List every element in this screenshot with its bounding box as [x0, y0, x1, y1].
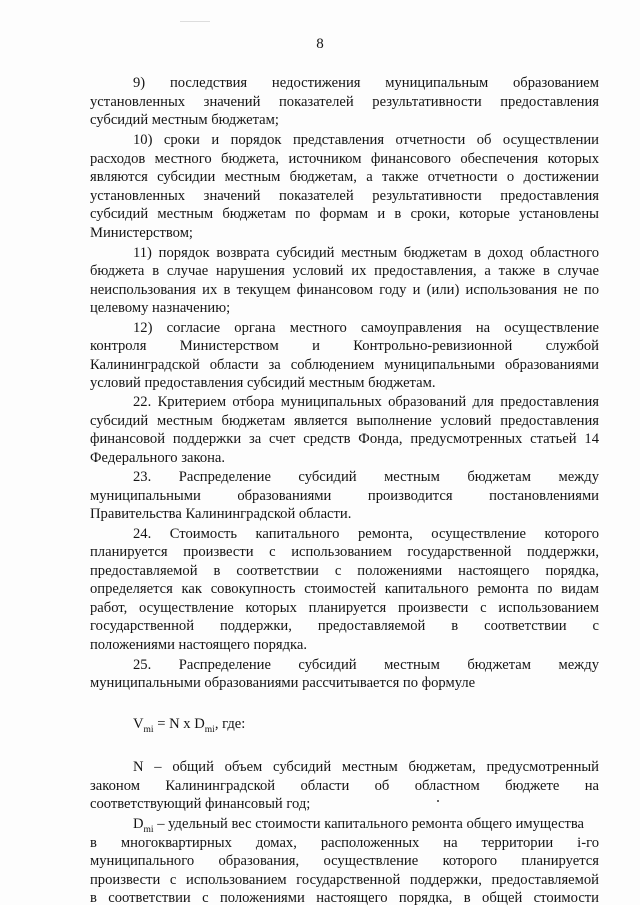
- text-line: бюджета в случае нарушения условий их предоставления, а также в случае: [90, 263, 599, 279]
- formula: [133, 716, 245, 735]
- text-line: финансовой поддержки за счет средств Фонда, предусмотренных статьей 14: [90, 431, 599, 447]
- text-line: муниципальными образованиями производится постановлениями: [90, 488, 599, 504]
- definition-text: – удельный вес стоимости капитального ремонта общего имущества: [153, 816, 585, 832]
- text-line: неиспользования их в текущем финансовом году и (или) использования не по: [90, 282, 599, 298]
- text-line: Правительства Калининградской области.: [90, 506, 352, 522]
- definition-symbol-subscript: mi: [143, 824, 154, 835]
- text-line: Министерством;: [90, 225, 193, 241]
- text-line: целевому назначению;: [90, 300, 231, 316]
- definition-line: законом Калининградской области об областном бюджете на: [90, 778, 599, 794]
- text-line: положениями настоящего порядка.: [90, 637, 308, 653]
- text-line: расходов местного бюджета, источником финансового обеспечения которых: [90, 151, 599, 167]
- page-number: 8: [316, 36, 324, 52]
- formula-rhs-subscript: mi: [204, 724, 215, 735]
- text-line: 11) порядок возврата субсидий местным бюджетам в доход областного: [133, 245, 599, 261]
- text-line: 12) согласие органа местного самоуправления на осуществление: [133, 320, 599, 336]
- formula-lhs: V: [133, 716, 144, 732]
- text-line: 25. Распределение субсидий местным бюджетам между: [133, 657, 599, 673]
- definition-line: N – общий объем субсидий местным бюджетам, предусмотренный: [133, 759, 599, 775]
- text-line: государственной поддержки, предоставляемой в соответствии с: [90, 618, 599, 634]
- text-line: 24. Стоимость капитального ремонта, осуществление которого: [133, 526, 599, 542]
- text-line: установленных значений показателей результативности предоставления: [90, 94, 599, 110]
- scan-mark: [180, 21, 210, 22]
- text-line: условий предоставления субсидий местным бюджетам.: [90, 375, 436, 391]
- text-line: Калининградской области за соблюдением муниципальными образованиями: [90, 357, 599, 373]
- formula-lhs-subscript: mi: [143, 724, 154, 735]
- text-line: 9) последствия недостижения муниципальным образованием: [133, 75, 599, 91]
- definition-line: в соответствии с положениями настоящего порядка, в общей стоимости: [90, 890, 599, 906]
- text-line: субсидий местным бюджетам;: [90, 112, 279, 128]
- text-line: установленных значений показателей результативности предоставления: [90, 188, 599, 204]
- definition-line: в многоквартирных домах, расположенных на территории i-го: [90, 835, 599, 851]
- definition-symbol: D: [133, 816, 144, 832]
- scan-speck: [437, 800, 439, 802]
- text-line: являются субсидии местным бюджетам, а также отчетности о достижении: [90, 169, 599, 185]
- text-line: 10) сроки и порядок представления отчетности об осуществлении: [133, 132, 599, 148]
- formula-suffix: , где:: [214, 716, 246, 732]
- text-line: предоставляемой в соответствии с положениями настоящего порядка,: [90, 563, 599, 579]
- text-line: субсидий местным бюджетам по формам и в сроки, которые установлены: [90, 206, 599, 222]
- text-line: 23. Распределение субсидий местным бюджетам между: [133, 469, 599, 485]
- text-line: муниципальными образованиями рассчитывается по формуле: [90, 675, 476, 691]
- text-line: работ, осуществление которых планируется произвести с использованием: [90, 600, 599, 616]
- text-line: контроля Министерством и Контрольно-ревизионной службой: [90, 338, 599, 354]
- text-line: 22. Критерием отбора муниципальных образований для предоставления: [133, 394, 599, 410]
- formula-middle: = N x D: [153, 716, 205, 732]
- definition-line: соответствующий финансовый год;: [90, 796, 311, 812]
- text-line: Федерального закона.: [90, 450, 226, 466]
- text-line: планируется произвести с использованием государственной поддержки,: [90, 544, 599, 560]
- definition-line: произвести с использованием государственной поддержки, предоставляемой: [90, 872, 599, 888]
- text-line: определяется как совокупность стоимостей капитального ремонта по видам: [90, 581, 599, 597]
- definition-line: муниципального образования, осуществление которого планируется: [90, 853, 599, 869]
- text-line: субсидий местным бюджетам является выполнение условий предоставления: [90, 413, 599, 429]
